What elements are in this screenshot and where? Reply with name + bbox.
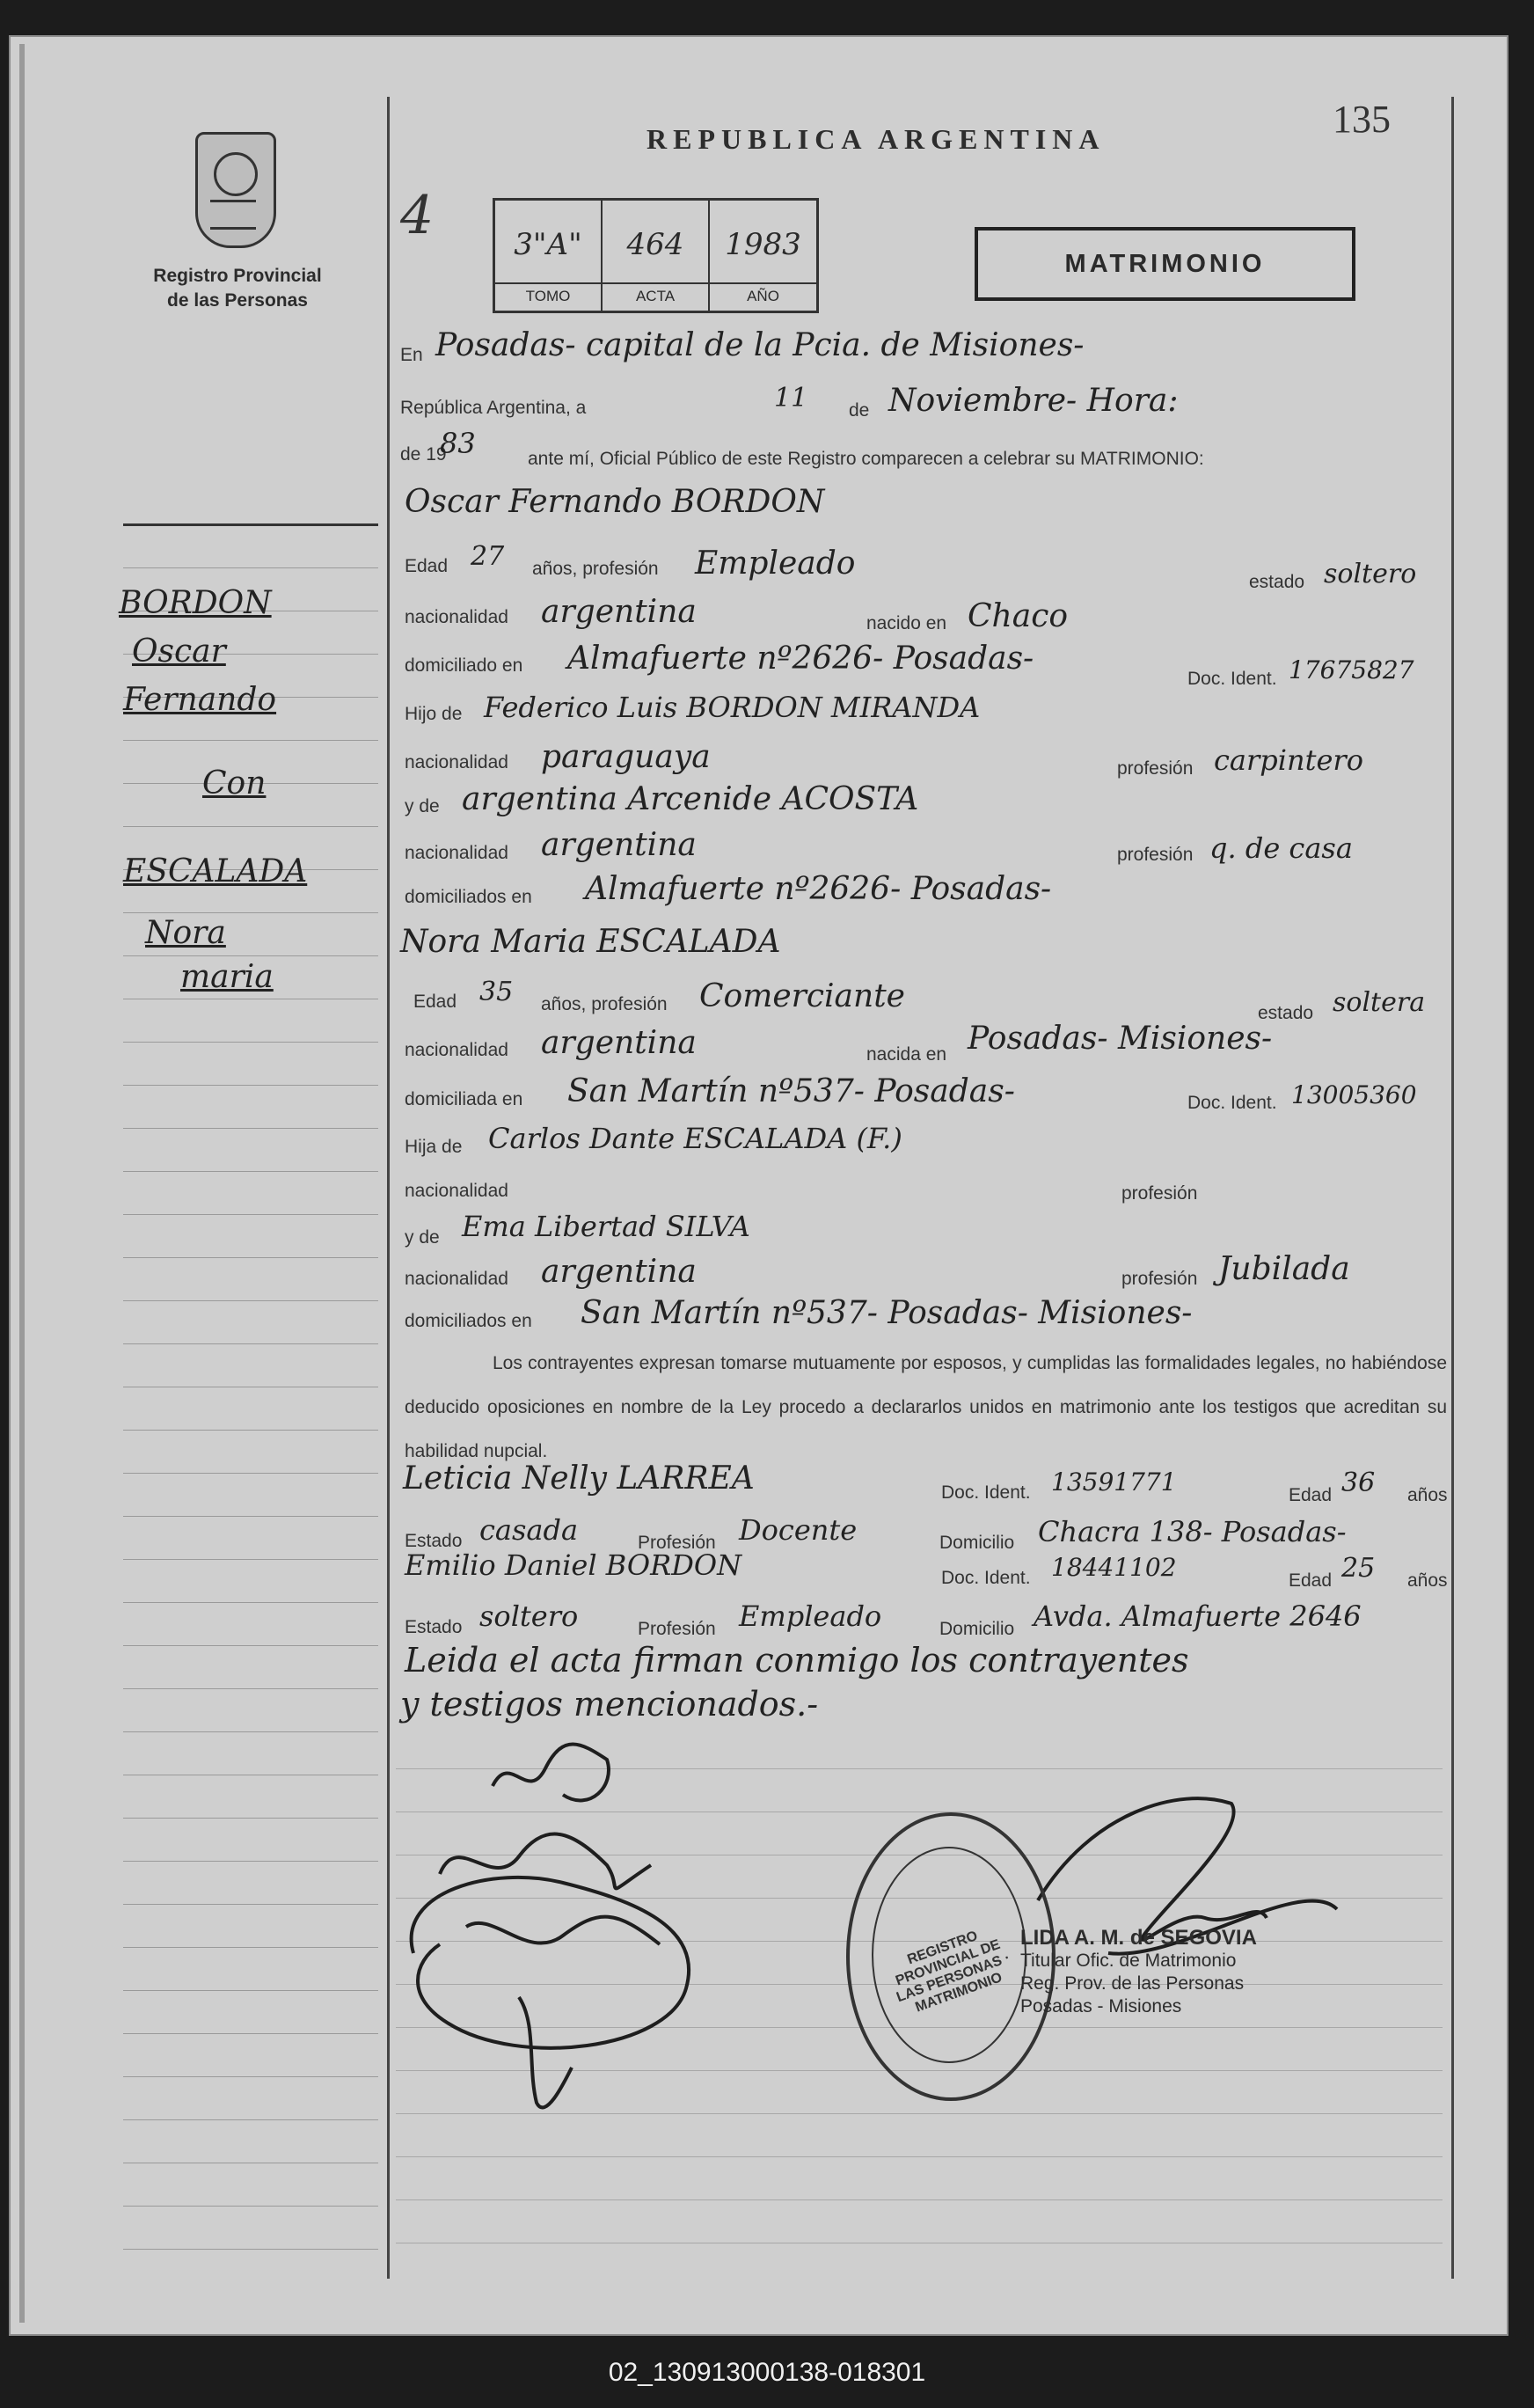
margin-rule-line: [123, 1559, 378, 1560]
bride-age: 35: [479, 977, 514, 1007]
tomo-value: 3"A": [514, 227, 582, 262]
bride-father-prof-label: profesión: [1121, 1183, 1198, 1204]
en-label: En: [400, 345, 423, 365]
margin-rule-line: [123, 1042, 378, 1043]
margin-rule-line: [123, 912, 378, 913]
margin-rule-line: [123, 1688, 378, 1689]
witness2-address: Avda. Almafuerte 2646: [1034, 1599, 1362, 1633]
bride-yde-label: y de: [405, 1227, 440, 1248]
bride-dom-label: domiciliada en: [405, 1089, 523, 1109]
officer-title: Titular Ofic. de Matrimonio: [1020, 1951, 1237, 1971]
groom-father-profession: carpintero: [1214, 743, 1363, 777]
page-binding: [19, 44, 25, 2323]
bride-father-nat-label: nacionalidad: [405, 1181, 508, 1201]
witness1-civil-status: casada: [479, 1513, 579, 1547]
registry-label: [114, 264, 361, 313]
margin-rule-line: [123, 2249, 378, 2250]
bride-mother-nationality: argentina: [541, 1254, 697, 1290]
main-rule-line: [396, 2156, 1443, 2157]
month-value: Noviembre- Hora:: [888, 383, 1179, 419]
bride-mother-prof-label: profesión: [1121, 1269, 1198, 1289]
country-title: REPUBLICA ARGENTINA: [646, 123, 1106, 155]
witness1-age: 36: [1341, 1467, 1376, 1498]
margin-separator: [123, 523, 378, 526]
witness2-dom-label: Domicilio: [939, 1619, 1015, 1639]
groom-parents-address: Almafuerte nº2626- Posadas-: [585, 871, 1052, 907]
witness2-age: 25: [1341, 1553, 1376, 1584]
margin-rule-line: [123, 740, 378, 741]
image-id-footer: 02_130913000138-018301: [608, 2358, 926, 2387]
place-value: Posadas- capital de la Pcia. de Misiones-: [435, 327, 1085, 363]
groom-mother: argentina Arcenide ACOSTA: [462, 781, 919, 817]
margin-rule-line: [123, 1214, 378, 1215]
bride-anos-label: años, profesión: [541, 994, 668, 1014]
margin-rule-line: [123, 1300, 378, 1301]
check-mark: 4: [400, 185, 435, 246]
groom-estado-label: estado: [1249, 572, 1305, 592]
witness1-doc: 13591771: [1051, 1467, 1177, 1497]
groom-mother-profession: q. de casa: [1209, 831, 1353, 865]
margin-rule-line: [123, 1430, 378, 1431]
signature-1: [493, 1745, 609, 1801]
margin-rule-line: [123, 2119, 378, 2120]
ano-cell: [710, 201, 816, 311]
officer-location: Posadas - Misiones: [1020, 1996, 1182, 2016]
bride-nacida-label: nacida en: [866, 1044, 947, 1065]
bride-doc-label: Doc. Ident.: [1187, 1093, 1277, 1113]
bride-birthplace: Posadas- Misiones-: [968, 1021, 1273, 1057]
margin-rule-line: [123, 1904, 378, 1905]
groom-nat-label: nacionalidad: [405, 607, 508, 627]
day-value: 11: [774, 383, 808, 414]
margin-rule-line: [123, 1731, 378, 1732]
witness1-name: Leticia Nelly LARREA: [403, 1460, 755, 1497]
intro-statement: ante mí, Oficial Público de este Registro comparecen a celebrar su MATRIMONIO:: [528, 449, 1204, 469]
officer-stamp: [1020, 1927, 1257, 2018]
de-label: de: [849, 400, 870, 421]
witness1-profession: Docente: [739, 1513, 858, 1547]
margin-rule-line: [123, 1128, 378, 1129]
margin-rule-line: [123, 1171, 378, 1172]
acta-label: ACTA: [603, 282, 708, 305]
bride-edad-label: Edad: [413, 992, 457, 1012]
groom-parents-dom-label: domiciliados en: [405, 887, 532, 907]
bride-parents-dom-label: domiciliados en: [405, 1311, 532, 1331]
main-rule-line: [396, 2199, 1443, 2200]
margin-con: Con: [202, 765, 267, 801]
reference-box: [493, 198, 819, 313]
bride-profession: Comerciante: [699, 978, 905, 1014]
groom-civil-status: soltero: [1324, 559, 1417, 589]
ano-value: 1983: [725, 227, 801, 262]
groom-profession: Empleado: [695, 545, 856, 582]
officer-office: Reg. Prov. de las Personas: [1020, 1973, 1245, 1994]
margin-rule-line: [123, 1602, 378, 1603]
year-suffix-value: 83: [440, 427, 476, 460]
witness1-dom-label: Domicilio: [939, 1533, 1015, 1553]
tomo-cell: [495, 201, 603, 311]
groom-nationality: argentina: [541, 594, 697, 630]
year-prefix-label: de 19: [400, 444, 447, 465]
page-number: 135: [1333, 98, 1391, 141]
witness2-estado-label: Estado: [405, 1617, 463, 1637]
margin-rule-line: [123, 1257, 378, 1258]
declaration-text: Los contrayentes expresan tomarse mutuamente por esposos, y cumplidas las formalidades legales, no habiéndose deducido oposiciones en nombre de la Ley procedo a declararlos unidos en matrimonio ante los testigos que acreditan su habilidad nupcial.: [405, 1353, 1447, 1461]
tomo-label: TOMO: [495, 282, 601, 305]
groom-father-nat-label: nacionalidad: [405, 752, 508, 772]
bride-civil-status: soltera: [1333, 987, 1426, 1018]
bride-mother-profession: Jubilada: [1218, 1251, 1350, 1287]
groom-doc-label: Doc. Ident.: [1187, 669, 1277, 689]
margin-rule-line: [123, 1516, 378, 1517]
witness2-civil-status: soltero: [479, 1599, 579, 1633]
bride-mother: Ema Libertad SILVA: [462, 1210, 750, 1243]
witness1-prof-label: Profesión: [638, 1533, 716, 1553]
acta-value: 464: [626, 227, 684, 262]
margin-surname2: ESCALADA: [123, 853, 308, 889]
groom-age: 27: [471, 541, 505, 572]
bride-parents-address: San Martín nº537- Posadas- Misiones-: [581, 1295, 1193, 1331]
witness1-doc-label: Doc. Ident.: [941, 1482, 1031, 1503]
groom-father-prof-label: profesión: [1117, 758, 1194, 779]
witness1-anos-label: años: [1407, 1485, 1448, 1505]
record-type-box: MATRIMONIO: [975, 227, 1355, 301]
bride-estado-label: estado: [1258, 1003, 1314, 1023]
margin-given2a: Nora: [145, 915, 226, 951]
bride-doc: 13005360: [1291, 1080, 1417, 1109]
closing-line-2: y testigos mencionados.-: [400, 1685, 819, 1724]
margin-rule-line: [123, 1645, 378, 1646]
margin-rule-line: [123, 2076, 378, 2077]
witness2-prof-label: Profesión: [638, 1619, 716, 1639]
margin-rule-line: [123, 955, 378, 956]
margin-surname1: BORDON: [119, 585, 272, 621]
witness1-edad-label: Edad: [1289, 1485, 1333, 1505]
margin-given2b: maria: [180, 959, 274, 995]
groom-father-nationality: paraguaya: [541, 739, 711, 775]
registry-label-line2: de las Personas: [167, 290, 308, 311]
bride-nationality: argentina: [541, 1025, 697, 1061]
margin-rule-line: [123, 1861, 378, 1862]
groom-hijo-label: Hijo de: [405, 704, 463, 724]
margin-rule-line: [123, 826, 378, 827]
margin-rule-line: [123, 2206, 378, 2207]
bride-address: San Martín nº537- Posadas-: [567, 1073, 1015, 1109]
bride-hija-label: Hija de: [405, 1137, 463, 1157]
margin-given1b: Fernando: [123, 682, 277, 718]
witness1-estado-label: Estado: [405, 1531, 463, 1551]
right-border: [1451, 97, 1454, 2279]
groom-mother-nationality: argentina: [541, 827, 697, 863]
margin-rule-line: [123, 1473, 378, 1474]
witness2-doc-label: Doc. Ident.: [941, 1568, 1031, 1588]
bride-name: Nora Maria ESCALADA: [400, 924, 781, 960]
groom-edad-label: Edad: [405, 556, 449, 576]
signature-4: [519, 1997, 572, 2107]
witness2-doc: 18441102: [1051, 1553, 1177, 1582]
closing-line-1: Leida el acta firman conmigo los contrayentes: [405, 1641, 1189, 1680]
officer-name: LIDA A. M. de SEGOVIA: [1020, 1926, 1257, 1950]
groom-yde-label: y de: [405, 796, 440, 816]
margin-rule-line: [123, 1990, 378, 1991]
bride-nat-label: nacionalidad: [405, 1040, 508, 1060]
registry-label-line1: Registro Provincial: [153, 266, 322, 286]
witness2-name: Emilio Daniel BORDON: [405, 1548, 742, 1582]
coat-of-arms-icon: [195, 132, 276, 248]
witness2-edad-label: Edad: [1289, 1570, 1333, 1591]
groom-birthplace: Chaco: [968, 598, 1069, 634]
margin-rule-line: [123, 1947, 378, 1948]
groom-address: Almafuerte nº2626- Posadas-: [567, 640, 1034, 677]
witness2-profession: Empleado: [739, 1599, 882, 1633]
groom-name: Oscar Fernando BORDON: [405, 484, 825, 520]
groom-doc: 17675827: [1289, 655, 1414, 684]
groom-mother-nat-label: nacionalidad: [405, 843, 508, 863]
groom-mother-prof-label: profesión: [1117, 845, 1194, 865]
margin-rule-line: [123, 567, 378, 568]
seal-text: REGISTRO PROVINCIAL DE LAS PERSONAS · MATRIMONIO: [894, 1928, 1012, 2016]
bride-father: Carlos Dante ESCALADA (F.): [488, 1122, 902, 1155]
witness1-address: Chacra 138- Posadas-: [1038, 1515, 1347, 1548]
groom-nacido-label: nacido en: [866, 613, 947, 633]
bride-mother-nat-label: nacionalidad: [405, 1269, 508, 1289]
groom-dom-label: domiciliado en: [405, 655, 523, 676]
margin-rule-line: [123, 1818, 378, 1819]
ano-label: AÑO: [710, 282, 816, 305]
margin-rule-line: [123, 2033, 378, 2034]
margin-rule-line: [123, 1343, 378, 1344]
groom-father: Federico Luis BORDON MIRANDA: [484, 691, 981, 724]
acta-cell: [603, 201, 710, 311]
groom-anos-label: años, profesión: [532, 559, 659, 579]
margin-given1a: Oscar: [132, 633, 226, 670]
witness2-anos-label: años: [1407, 1570, 1448, 1591]
republica-label: República Argentina, a: [400, 398, 587, 418]
signature-3: [412, 1877, 689, 2048]
margin-rule-line: [123, 1085, 378, 1086]
